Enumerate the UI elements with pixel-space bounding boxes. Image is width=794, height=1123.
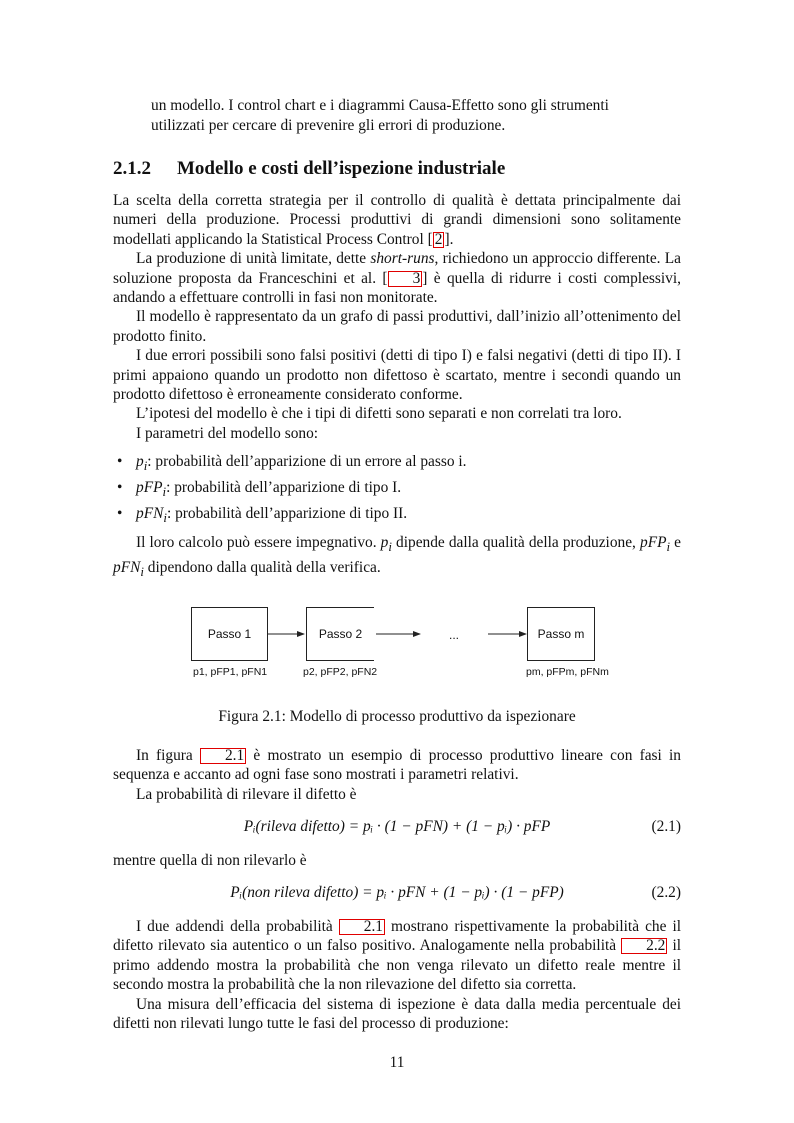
paragraph-8-a: In figura bbox=[136, 747, 200, 764]
list-item bbox=[113, 475, 681, 501]
equation-2-2 bbox=[113, 884, 681, 906]
figure-ref-link[interactable]: 2.1 bbox=[200, 748, 246, 764]
equation-2-2-tag: (2.2) bbox=[651, 884, 681, 901]
paragraph-6: I parametri del modello sono: bbox=[136, 424, 319, 442]
body-upper bbox=[113, 191, 681, 582]
parameter-list bbox=[113, 449, 681, 527]
param-description: : probabilità dell’apparizione di tipo I. bbox=[166, 479, 402, 497]
paragraph-9: La probabilità di rilevare il difetto è bbox=[136, 785, 357, 803]
step-params-1: p1, pFP1, pFN1 bbox=[193, 666, 268, 678]
math-sub: i bbox=[388, 540, 392, 555]
paragraph-8 bbox=[113, 746, 681, 785]
step-ellipsis: ... bbox=[432, 622, 476, 648]
param-symbol: p bbox=[136, 453, 144, 471]
paragraph-7-a: Il loro calcolo può essere impegnativo. bbox=[136, 534, 381, 552]
equation-2-1 bbox=[113, 818, 681, 840]
paragraph-2-a: La produzione di unità limitate, dette bbox=[136, 250, 371, 268]
paragraph-12: Una misura dell’efficacia del sistema di ispezione è data dalla media percentuale dei difetti non rilevati lungo tutte le fasi del processo di produzione: bbox=[113, 995, 681, 1033]
param-subscript: i bbox=[163, 511, 167, 526]
intro-line-2: utilizzati per cercare di prevenire gli errori di produzione. bbox=[151, 117, 506, 134]
param-description: : probabilità dell’apparizione di un errore al passo i. bbox=[147, 453, 467, 471]
paragraph-5: L’ipotesi del modello è che i tipi di difetti sono separati e non correlati tra loro. bbox=[136, 405, 622, 423]
paragraph-11 bbox=[113, 917, 681, 995]
section-number: 2.1.2 bbox=[113, 158, 151, 179]
paragraph-1-text: La scelta della corretta strategia per il controllo di qualità è dettata principalmente dai numeri della produzione. Processi produttivi di grandi dimensioni sono solitamente modellati applicando la Statistical Process Control bbox=[113, 192, 681, 248]
citation-link-3[interactable]: 3 bbox=[388, 271, 423, 287]
section-title: Modello e costi dell’ispezione industriale bbox=[177, 158, 506, 179]
equation-2-2-body: Pᵢ(non rileva difetto) = pᵢ · pFN + (1 − pᵢ) · (1 − pFP) bbox=[230, 884, 564, 901]
paragraph-2-em: short-runs bbox=[370, 250, 435, 268]
body-middle bbox=[113, 746, 681, 804]
step-box-1: Passo 1 bbox=[191, 607, 268, 661]
paragraph-11-a: I due addendi della probabilità bbox=[136, 918, 339, 935]
paragraph-10: mentre quella di non rilevarlo è bbox=[113, 852, 307, 869]
param-symbol: pFP bbox=[136, 479, 163, 497]
intro-text bbox=[151, 96, 681, 136]
paragraph-8-b: è mostrato un esempio di processo produttivo lineare con fasi in sequenza e accanto ad ogni fase sono mostrati i parametri relativi. bbox=[113, 747, 681, 784]
paragraph-2: La produzione di unità limitate, dette short-runs, richiedono un approccio differente. La soluzione proposta da Franceschini et al. [ 3 ] è quella di ridurre i costi complessivi, andando a effettuare controlli in fasi non monitorate. bbox=[113, 250, 681, 307]
paragraph-11-b: mostrano rispettivamente la probabilità che il difetto rilevato sia autentico o un falso positivo. Analogamente nella probabilità bbox=[113, 918, 681, 955]
param-description: : probabilità dell’apparizione di tipo II. bbox=[166, 505, 408, 523]
body-lower bbox=[113, 917, 681, 1033]
math-sub: i bbox=[666, 540, 671, 555]
figure-caption: Figura 2.1: Modello di processo produttivo da ispezionare bbox=[218, 708, 576, 725]
equation-2-1-body: Pᵢ(rileva difetto) = pᵢ · (1 − pFN) + (1 − pᵢ) · pFP bbox=[243, 818, 551, 835]
intro-line-1: un modello. I control chart e i diagrammi Causa-Effetto sono gli strumenti bbox=[151, 97, 609, 114]
equation-ref-link-2[interactable]: 2.2 bbox=[621, 938, 667, 954]
equation-2-1-tag: (2.1) bbox=[651, 818, 681, 835]
param-symbol: pFN bbox=[136, 505, 164, 523]
equation-ref-link-1[interactable]: 2.1 bbox=[339, 919, 385, 935]
paragraph-4: I due errori possibili sono falsi positivi (detti di tipo I) e falsi negativi (detti di tipo II). I primi appaiono quando un prodotto non difettoso è scartato, mentre i secondi quando un prodotto difettoso è erroneamente considerato conforme. bbox=[113, 347, 681, 404]
paragraph-2-b: , richiedono un approccio differente. La soluzione proposta da Franceschini et al. bbox=[113, 250, 681, 287]
list-item bbox=[113, 449, 681, 475]
step-box-2: Passo 2 bbox=[306, 607, 374, 661]
paragraph-1: La scelta della corretta strategia per il controllo di qualità è dettata principalmente dai numeri della produzione. Processi produttivi di grandi dimensioni sono solitamente modellati applicando la Statistical Process Control [ 2 ]. bbox=[113, 192, 681, 248]
step-params-m: pm, pFPm, pFNm bbox=[526, 666, 609, 678]
math-pfn: pFN bbox=[113, 558, 141, 576]
math-p: p bbox=[380, 534, 389, 552]
page-number: 11 bbox=[389, 1054, 405, 1071]
paragraph-7 bbox=[113, 533, 681, 582]
citation-link-2[interactable]: 2 bbox=[434, 230, 443, 248]
step-box-m: Passo m bbox=[527, 607, 595, 661]
param-subscript: i bbox=[143, 459, 148, 474]
step-params-2: p2, pFP2, pFN2 bbox=[303, 666, 378, 678]
paragraph-3: Il modello è rappresentato da un grafo di passi produttivi, dall’inizio all’ottenimento del prodotto finito. bbox=[113, 308, 681, 345]
paragraph-2-c: è quella di ridurre i costi complessivi, andando a effettuare controlli in fasi non monitorate. bbox=[113, 269, 681, 307]
body-eq-gap bbox=[113, 851, 681, 870]
list-item bbox=[113, 501, 681, 527]
math-sub: i bbox=[140, 564, 144, 579]
paragraph-7-c: e bbox=[670, 534, 682, 552]
paragraph-7-d: dipendono dalla qualità della verifica. bbox=[143, 558, 381, 576]
paragraph-11-c: il primo addendo mostra la probabilità che non venga rilevato un difetto reale mentre il secondo mostra la probabilità che la non rilevazione del difetto sia corretta. bbox=[113, 937, 681, 994]
math-pfp: pFP bbox=[640, 534, 667, 552]
paragraph-1-end: . bbox=[449, 230, 454, 248]
paragraph-7-b: dipende dalla qualità della produzione, bbox=[391, 534, 640, 552]
process-diagram bbox=[180, 598, 620, 688]
param-subscript: i bbox=[162, 485, 167, 500]
section-heading bbox=[113, 158, 505, 180]
